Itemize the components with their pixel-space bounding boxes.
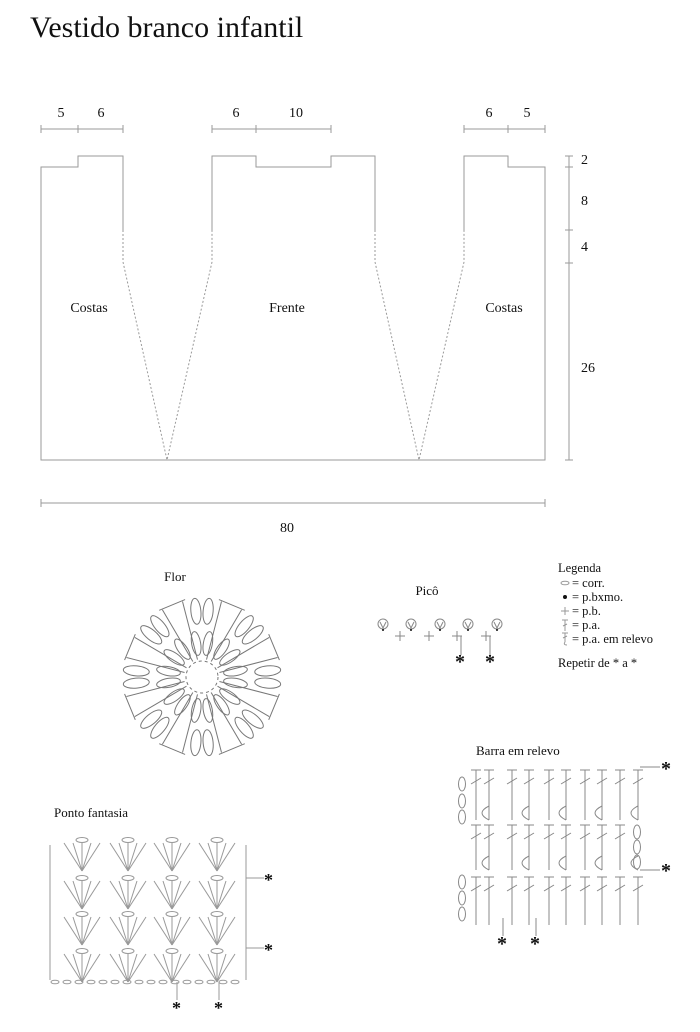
fan-stitch [172, 881, 190, 909]
raised-treble [544, 770, 554, 820]
fan-stitch [64, 843, 82, 871]
raised-treble [524, 770, 534, 820]
outer-oval [254, 665, 281, 677]
fan-stitch [119, 954, 128, 982]
petal-oval [172, 637, 193, 662]
chain-oval [76, 876, 88, 881]
fan-stitch [128, 917, 146, 945]
bottom-dim [41, 499, 545, 507]
fan-stitch [217, 843, 235, 871]
repeat-marker: * [661, 758, 671, 780]
fan-stitch [110, 843, 128, 871]
relief-curve [559, 856, 566, 870]
raised-treble [507, 877, 517, 925]
relief-curve [522, 806, 529, 820]
chain-oval [634, 855, 641, 869]
plus-icon [558, 606, 572, 616]
treble-stitch [218, 637, 270, 667]
raised-treble [615, 770, 625, 820]
repeat-marker: * [530, 933, 540, 955]
stitch-top [159, 744, 185, 755]
chain-oval-icon [558, 580, 572, 586]
treble-stitch [219, 657, 277, 672]
chain-oval [135, 980, 143, 984]
chain-oval [76, 949, 88, 954]
fan-stitch [110, 917, 128, 945]
raised-treble [615, 825, 625, 870]
chain-oval [76, 912, 88, 917]
fan-stitch [172, 917, 190, 945]
pico-heading: Picô [415, 583, 439, 598]
repeat-marker: * [172, 998, 181, 1018]
slip-stitch-dot [496, 629, 498, 631]
raised-treble [544, 877, 554, 925]
chain-oval [147, 980, 155, 984]
single-crochet [424, 631, 434, 641]
flor-diagram [123, 598, 281, 756]
fan-stitch [172, 954, 190, 982]
legend-item: = p.b. [558, 604, 653, 618]
chain-oval [634, 825, 641, 839]
petal-oval [156, 676, 181, 689]
page-title: Vestido branco infantil [30, 11, 304, 44]
single-crochet [395, 631, 405, 641]
chain-oval [195, 980, 203, 984]
legend [558, 561, 653, 671]
fan-stitch [73, 954, 82, 982]
barra-diagram [459, 767, 661, 936]
petal-oval [211, 637, 232, 662]
raised-treble [507, 825, 517, 870]
petal-oval [223, 665, 248, 678]
raised-treble [507, 770, 517, 820]
relief-curve [559, 806, 566, 820]
outer-oval [232, 715, 256, 741]
pico-inner [465, 622, 471, 628]
raised-treble [633, 770, 643, 820]
fan-stitch [110, 954, 128, 982]
fan-stitch [82, 843, 91, 871]
center-ring [186, 661, 218, 693]
chain-oval [122, 912, 134, 917]
fan-stitch [163, 954, 172, 982]
panel-label-back-left: Costas [70, 301, 108, 316]
raised-treble [484, 877, 494, 925]
fan-stitch [154, 954, 172, 982]
dim-label: 6 [232, 106, 240, 121]
chain-oval [459, 907, 466, 921]
repeat-marker: * [485, 651, 495, 673]
barra-heading: Barra em relevo [476, 743, 560, 758]
fan-stitch [73, 881, 82, 909]
dim-label: 6 [485, 106, 493, 121]
stitch-top [159, 600, 185, 611]
outer-oval [202, 729, 214, 756]
top-dim-right [464, 125, 545, 133]
chain-oval [166, 876, 178, 881]
dim-label: 26 [581, 361, 595, 376]
raised-treble [597, 770, 607, 820]
petal-oval [201, 631, 214, 656]
side-dim [565, 156, 573, 460]
fan-stitch [217, 881, 235, 909]
fan-stitch [172, 843, 181, 871]
outer-oval [240, 707, 266, 731]
top-dim-center [212, 125, 331, 133]
chain-oval [166, 838, 178, 843]
dim-label: 8 [581, 194, 588, 209]
fan-stitch [172, 843, 190, 871]
raised-treble [580, 770, 590, 820]
petal-oval [172, 692, 193, 717]
chain-oval [111, 980, 119, 984]
outer-oval [138, 623, 164, 647]
fan-stitch [64, 917, 82, 945]
fan-stitch [217, 843, 226, 871]
repeat-marker: * [264, 870, 273, 890]
stitch-top [125, 634, 136, 660]
fan-stitch [217, 954, 226, 982]
treble-stitch [162, 610, 192, 662]
flor-heading: Flor [164, 569, 186, 584]
fan-stitch [217, 954, 235, 982]
fan-stitch [199, 881, 217, 909]
fan-stitch [208, 881, 217, 909]
fan-stitch [64, 881, 82, 909]
stitch-top [219, 600, 245, 611]
treble-stitch [126, 682, 184, 697]
fan-stitch [82, 917, 100, 945]
chain-oval [122, 838, 134, 843]
relief-curve [482, 806, 489, 820]
raised-treble [580, 825, 590, 870]
chain-oval [166, 949, 178, 954]
petal-oval [162, 647, 187, 668]
slip-stitch-dot [467, 629, 469, 631]
raised-treble [597, 825, 607, 870]
stitch-top [269, 694, 280, 720]
fan-stitch [82, 881, 91, 909]
fan-stitch [119, 881, 128, 909]
fan-stitch [208, 917, 217, 945]
dim-label: 10 [289, 106, 303, 121]
dim-label: 2 [581, 153, 588, 168]
chain-oval [63, 980, 71, 984]
raised-treble [561, 770, 571, 820]
petal-oval [217, 686, 242, 707]
top-dim-left [41, 125, 123, 133]
raised-treble [633, 877, 643, 925]
dim-label: 80 [280, 521, 294, 536]
repeat-marker: * [497, 933, 507, 955]
fan-stitch [73, 917, 82, 945]
repeat-marker: * [661, 860, 671, 882]
relief-curve [482, 856, 489, 870]
raised-treble [484, 770, 494, 820]
fan-stitch [154, 843, 172, 871]
raised-treble [544, 825, 554, 870]
ponto-heading: Ponto fantasia [54, 805, 129, 820]
fan-stitch [163, 843, 172, 871]
fan-stitch [154, 917, 172, 945]
stitch-top [125, 694, 136, 720]
chain-oval [207, 980, 215, 984]
chain-oval [159, 980, 167, 984]
slip-stitch-dot [382, 629, 384, 631]
raised-treble [524, 825, 534, 870]
fan-stitch [73, 843, 82, 871]
fan-stitch [82, 881, 100, 909]
outer-oval [240, 623, 266, 647]
treble-stitch [182, 601, 197, 659]
petal-oval [156, 665, 181, 678]
petal-oval [211, 692, 232, 717]
chain-oval [166, 912, 178, 917]
treble-stitch [211, 610, 241, 662]
petal-oval [190, 631, 203, 656]
fan-stitch [163, 881, 172, 909]
petal-oval [190, 698, 203, 723]
fan-stitch [217, 917, 235, 945]
pico-inner [408, 622, 414, 628]
petal-oval [223, 676, 248, 689]
raised-treble [471, 877, 481, 925]
repeat-note: Repetir de * a * [558, 656, 638, 670]
treble-stitch [135, 686, 187, 716]
fan-stitch [199, 917, 217, 945]
raised-treble [524, 877, 534, 925]
legend-item: = p.a. [558, 618, 653, 632]
treble-stitch [162, 693, 192, 745]
chain-oval [459, 810, 466, 824]
fan-stitch [119, 917, 128, 945]
panel-label-back-right: Costas [485, 301, 523, 316]
legend-item: = p.bxmo. [558, 590, 653, 604]
outer-oval [148, 613, 172, 639]
treble-stitch [211, 693, 241, 745]
chain-oval [99, 980, 107, 984]
outer-oval [123, 665, 150, 677]
outer-oval [254, 677, 281, 689]
repeat-marker: * [455, 651, 465, 673]
fan-stitch [172, 954, 181, 982]
treble-icon [558, 619, 572, 632]
outer-oval [148, 715, 172, 741]
chain-oval [211, 949, 223, 954]
relief-curve [522, 856, 529, 870]
petal-oval [162, 686, 187, 707]
outer-oval [232, 613, 256, 639]
raised-treble [597, 877, 607, 925]
fan-stitch [217, 881, 226, 909]
slip-stitch-dot [410, 629, 412, 631]
chain-oval [459, 875, 466, 889]
fan-stitch [128, 917, 137, 945]
petal-oval [217, 647, 242, 668]
fan-stitch [128, 843, 137, 871]
fan-stitch [128, 881, 146, 909]
dim-label: 6 [97, 106, 105, 121]
fan-stitch [64, 954, 82, 982]
chain-oval [634, 840, 641, 854]
chain-oval [459, 891, 466, 905]
legend-title: Legenda [558, 561, 602, 575]
legend-item: = p.a. em relevo [558, 632, 653, 646]
ponto-diagram [50, 838, 264, 1001]
fan-stitch [128, 881, 137, 909]
raised-treble [484, 825, 494, 870]
fan-stitch [217, 917, 226, 945]
repeat-marker: * [264, 940, 273, 960]
fan-stitch [154, 881, 172, 909]
repeat-marker: * [214, 998, 223, 1018]
relief-curve [595, 806, 602, 820]
chain-oval [76, 838, 88, 843]
raised-treble-icon [558, 632, 572, 646]
treble-stitch [182, 694, 197, 752]
fan-stitch [82, 843, 100, 871]
petal-oval [201, 698, 214, 723]
chain-oval [211, 838, 223, 843]
chain-oval [459, 794, 466, 808]
chain-oval [87, 980, 95, 984]
fan-stitch [208, 843, 217, 871]
chain-oval [459, 777, 466, 791]
relief-curve [631, 806, 638, 820]
chain-oval [122, 876, 134, 881]
treble-stitch [219, 682, 277, 697]
outer-oval [190, 598, 202, 625]
treble-stitch [207, 601, 222, 659]
stitch-top [269, 634, 280, 660]
dim-label: 5 [57, 106, 65, 121]
outline-front [212, 156, 375, 230]
fan-stitch [208, 954, 217, 982]
outer-oval [123, 677, 150, 689]
fan-stitch [82, 954, 100, 982]
dim-label: 5 [523, 106, 531, 121]
chain-oval [219, 980, 227, 984]
treble-stitch [207, 694, 222, 752]
fan-stitch [128, 954, 146, 982]
raised-treble [471, 770, 481, 820]
raised-treble [580, 877, 590, 925]
fan-stitch [128, 954, 137, 982]
raised-treble [471, 825, 481, 870]
fan-stitch [199, 843, 217, 871]
legend-item: = corr. [558, 576, 653, 590]
dim-label: 4 [581, 240, 588, 255]
outer-oval [190, 729, 202, 756]
treble-stitch [218, 686, 270, 716]
raised-treble [615, 877, 625, 925]
pico-inner [380, 622, 386, 628]
fan-stitch [172, 917, 181, 945]
fan-stitch [163, 917, 172, 945]
dot-icon [558, 594, 572, 600]
fan-stitch [82, 954, 91, 982]
relief-curve [595, 856, 602, 870]
chain-oval [183, 980, 191, 984]
treble-stitch [135, 637, 187, 667]
fan-stitch [199, 954, 217, 982]
outer-oval [138, 707, 164, 731]
pico-inner [494, 622, 500, 628]
gore-dashed-lines [123, 230, 464, 460]
fan-stitch [110, 881, 128, 909]
chain-oval [122, 949, 134, 954]
outer-oval [202, 598, 214, 625]
fan-stitch [82, 917, 91, 945]
raised-treble [561, 825, 571, 870]
fan-stitch [172, 881, 181, 909]
pico-inner [437, 622, 443, 628]
pico-diagram [378, 619, 502, 655]
panel-label-front: Frente [269, 301, 305, 316]
treble-stitch [126, 657, 184, 672]
chain-oval [51, 980, 59, 984]
chain-oval [231, 980, 239, 984]
slip-stitch-dot [439, 629, 441, 631]
raised-treble [561, 877, 571, 925]
chain-oval [211, 876, 223, 881]
stitch-top [219, 744, 245, 755]
fan-stitch [128, 843, 146, 871]
fan-stitch [119, 843, 128, 871]
chain-oval [211, 912, 223, 917]
